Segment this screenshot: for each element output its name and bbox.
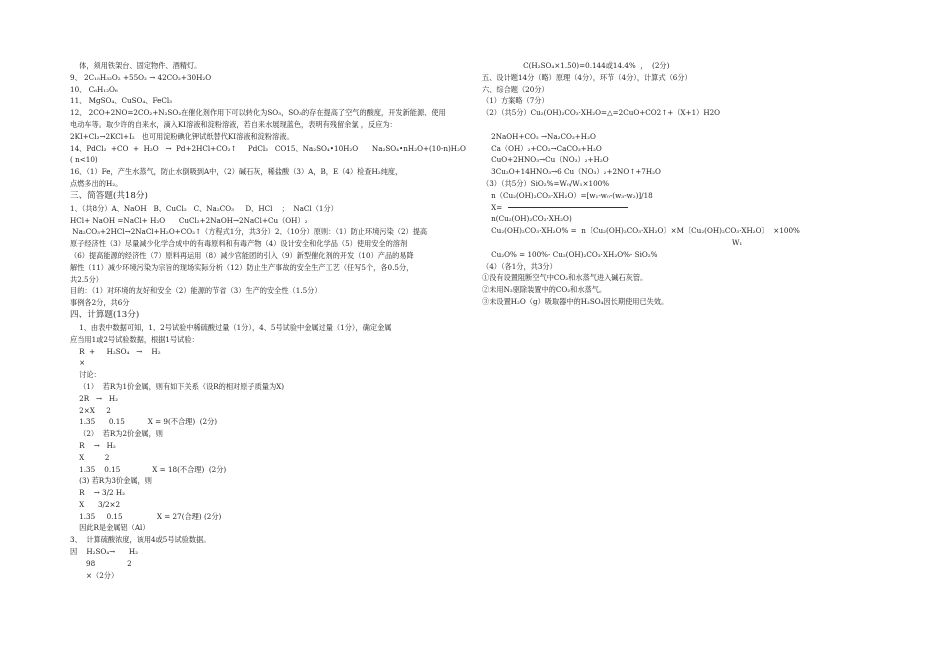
fraction-bar — [508, 207, 628, 208]
text-line: 2NaOH+CO₂ →Na₂CO₃+H₂O — [482, 131, 596, 141]
text-line: 因此R是金属铝（Al） — [70, 523, 150, 533]
text-line: ( n<10) — [70, 155, 98, 165]
text-line: Na₂CO₃+2HCl→2NaCl+H₂O+CO₂↑（方程式1分，共3分）2、（10分）原则：（1）防止环境污染（2）提高 — [70, 227, 428, 237]
text-line: HCl+ NaOH =NaCl+ H₂O CuCl₂+2NaOH→2NaCl+Cu（OH）₂ — [70, 215, 308, 225]
text-line: 目的：（1）对环境的友好和安全（2）能源的节省（3）生产的安全性（1.5分） — [70, 286, 322, 296]
text-line: 1、（共8分）A、NaOH B、CuCl₂ C、Na₂CO₃ D、HCl ； NaCl（1分） — [70, 203, 338, 213]
text-line: 应当用1或2号试验数据，根据1号试验： — [70, 334, 199, 344]
text-line: 1.35 0.15 X = 27(合理) (2分) — [70, 511, 222, 521]
text-line — [482, 202, 882, 214]
text-line: （4）（各1分，共3分） — [482, 261, 557, 271]
text-line: (3) 若R为3价金属，则 — [70, 476, 152, 486]
text-line: 3Cu₂O+14HNO₃→6 Cu（NO₃）₂+2NO↑+7H₂O — [482, 167, 661, 177]
x-equals: X= — [482, 202, 503, 212]
text-line: C(H₂SO₄×1.50)=0.144或14.4% ， (2分) — [482, 61, 670, 70]
text-line: （3）（共5分）SiO₂%=W₀/W₁×100% — [482, 178, 610, 188]
text-line: 14、PdCl₂ +CO + H₂O → Pd+2HCl+CO₂↑ PdCl₂ CO15、Na₂SO₄•10H₂O Na₂SO₄•nH₂O+(10-n)H₂O — [70, 143, 466, 153]
text-line: 2×X 2 — [70, 405, 111, 415]
text-line: 电动车等。取少许的自来水，滴入KI溶液和淀粉溶液，若自来水展现蓝色，表明有残留余氯 ，反应为： — [70, 119, 397, 129]
text-line: 10、 C₆H₁₂O₆ — [70, 84, 118, 94]
text-line: 共2.5分） — [70, 274, 103, 284]
text-line: （2） 若R为2价金属，则 — [70, 429, 163, 439]
text-line: 98 2 — [70, 558, 132, 568]
text-line: 五、设计题14分（略）原理（4分），环节（4分），计算式（6分） — [482, 72, 692, 82]
text-line: 事例各2分，共6分 — [70, 298, 130, 308]
text-line: （1）方案略（7分） — [482, 96, 549, 106]
text-line: X 2 — [70, 452, 110, 462]
text-line: 点燃多出的H₂。 — [70, 178, 123, 188]
text-line: 体，须用铁架台、固定物件、酒精灯。 — [70, 61, 202, 70]
text-line: ①没有设置阻断空气中CO₂和水蒸气进入碱石灰管。 — [482, 273, 648, 283]
text-line: Cu₂(OH)₂CO₃·XH₂O% = n〔Cu₂(OH)₂CO₃·XH₂O〕×M〔Cu₂(OH)₂CO₃·XH₂O〕 ×100% — [482, 226, 800, 236]
text-line: 2R → H₂ — [70, 393, 119, 403]
text-line: 讨论： — [70, 370, 101, 380]
text-line: （6）提高能源的经济性（7）原料再运用（8）减少官能团的引入（9）新型催化剂的开发（10）产品的易降 — [70, 250, 414, 260]
text-line: 原子经济性（3）尽量减少化学合成中的有毒原料和有毒产物（4）设计安全和化学品（5）使用安全的溶剂 — [70, 239, 408, 249]
text-line: n(Cu₂(OH)₂CO₃·XH₂O) — [482, 214, 572, 224]
text-line: 1.35 0.15 X = 9(不合理) (2分) — [70, 417, 218, 427]
left-column — [70, 60, 470, 581]
section-heading: 四、计算题(13分) — [70, 309, 140, 320]
right-column — [482, 60, 882, 308]
text-line: R + H₂SO₄ → H₂ — [70, 346, 161, 356]
text-line: W₁ — [732, 237, 743, 247]
text-line: Ca（OH）₂+CO₂→CaCO₃+H₂O — [482, 143, 602, 153]
text-line: 12、 2CO+2NO=2CO₂+N₂SO₂在催化剂作用下可以转化为SO₃，SO₃的存在提高了空气的酸度，开发新能源、使用 — [70, 108, 446, 118]
text-line: 六、综合题（20分） — [482, 84, 549, 94]
text-line: 2KI+Cl₂→2KCl+I₂ 也可用淀粉碘化钾试纸替代KI溶液和淀粉溶液。 — [70, 131, 294, 141]
text-line: n（Cu₂(OH)₂CO₃·XH₂O）=[w₁-w₀-(w₃-w₂)]/18 — [482, 190, 653, 200]
text-line: 1.35 0.15 X = 18(不合理) (2分) — [70, 464, 227, 474]
text-line: 16、（1）Fe，产生水蒸气，防止水倒吸到A中，（2）碱石灰，稀盐酸（3）A，B，E（4）检查H₂纯度， — [70, 167, 403, 177]
text-line: R → H₂ — [70, 440, 116, 450]
text-line: ②未用N₂驱除装置中的CO₂和水蒸气。 — [482, 285, 607, 295]
text-line: Cu₂O% = 100%- Cu₂(OH)₂CO₃·XH₂O%- SiO₂% — [482, 249, 658, 259]
text-line: （1） 若R为1价金属，则有如下关系（设R的相对原子质量为X) — [70, 381, 285, 391]
text-line: 因 H₂SO₄→ H₂ — [70, 547, 139, 557]
text-line: 1、由表中数据可知，1、2号试验中稀硫酸过量（1分），4、5号试验中金属过量（1分），确定金属 — [70, 322, 392, 332]
text-line: × — [70, 358, 86, 368]
section-heading: 三、简答题(共18分) — [70, 190, 148, 201]
text-line: 解性（11）减少环境污染为宗旨的现场实际分析（12）防止生产事故的安全生产工艺（任写5个，各0.5分， — [70, 262, 414, 272]
text-line: CuO+2HNO₃→Cu（NO₃）₂+H₂O — [482, 155, 609, 165]
text-line: 9、 2C₁₅H₃₂O₂ +55O₂ → 42CO₂+30H₂O — [70, 72, 212, 82]
text-line: X 3/2×2 — [70, 499, 121, 509]
text-line: R → 3/2 H₂ — [70, 488, 125, 498]
text-line: （2）（共5分）Cu₂(OH)₂CO₃·XH₂O=△=2CuO+CO2↑+（X+1）H2O — [482, 108, 721, 118]
text-line: 3、 计算硫酸浓度，该用4或5号试验数据。 — [70, 535, 211, 545]
text-line: 11、 MgSO₄、CuSO₄、FeCl₃ — [70, 96, 173, 106]
text-line — [482, 119, 882, 131]
text-line: ③未设置H₂O（g）吸取器中的H₂SO₄因长期使用已失效。 — [482, 296, 669, 306]
text-line: ×（2分） — [70, 570, 119, 580]
